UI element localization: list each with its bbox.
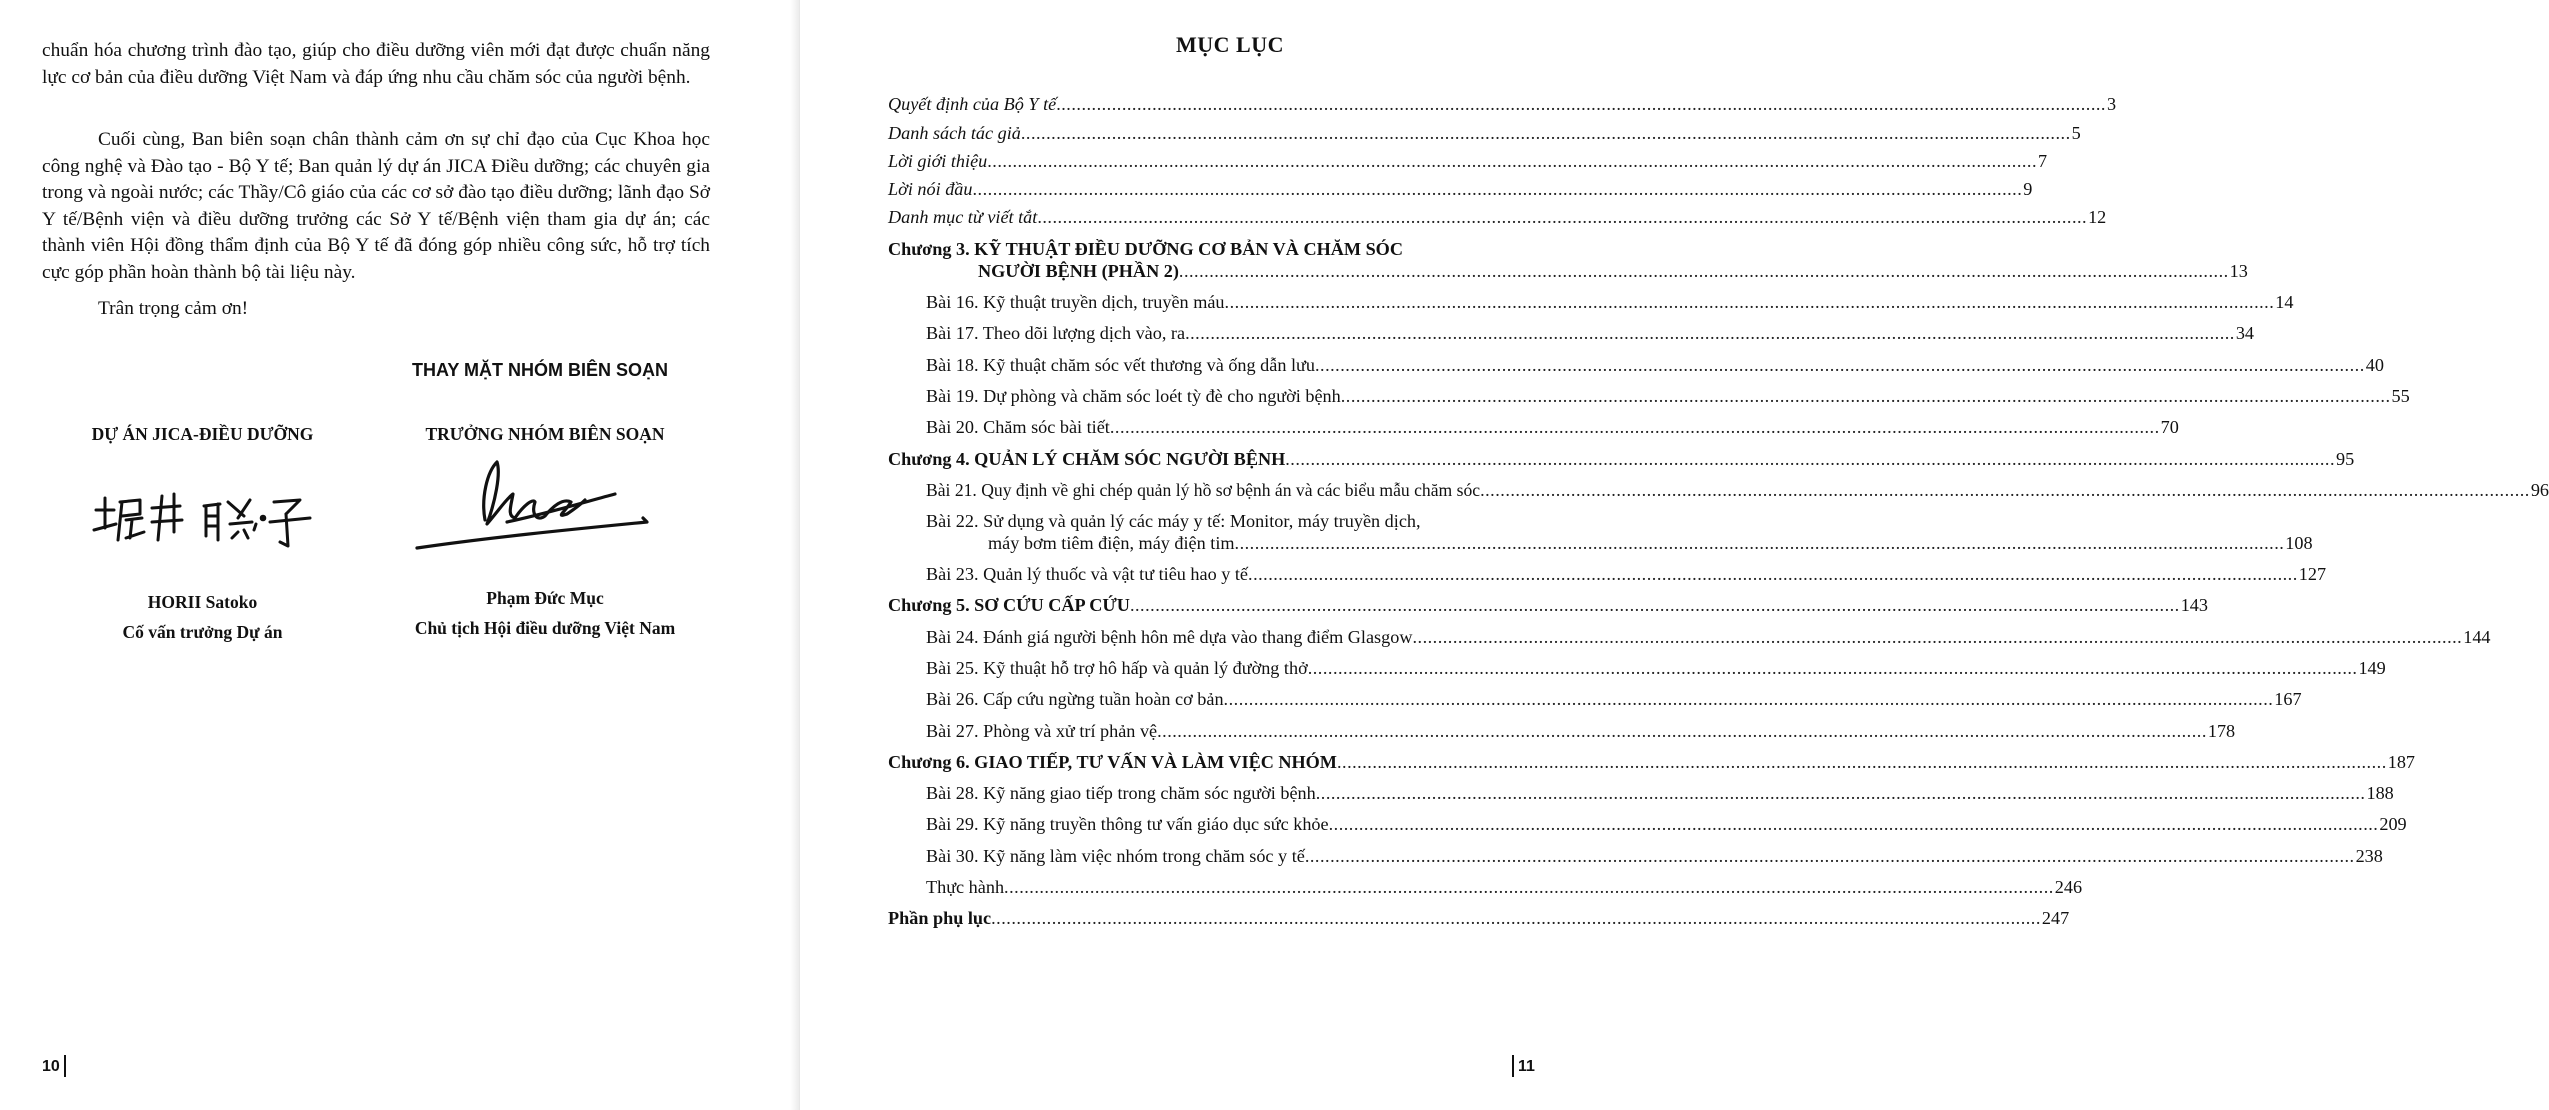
toc-entry-page: 167: [2274, 689, 2302, 709]
toc-title: MỤC LỤC: [1176, 32, 1284, 57]
toc-lesson-entry[interactable]: [926, 479, 2549, 501]
toc-lesson-entry[interactable]: [926, 657, 2386, 679]
toc-entry-page: 40: [2365, 355, 2384, 375]
toc-entry-page: 9: [2023, 179, 2033, 199]
page-number-left-text: 10: [42, 1058, 60, 1075]
toc-entry-page: 13: [2229, 261, 2248, 281]
toc-leader: [1305, 845, 2355, 867]
toc-leader: [1130, 594, 2180, 616]
toc-lesson-entry[interactable]: [926, 688, 2302, 710]
toc-entry[interactable]: [888, 122, 2081, 144]
toc-entry-label: Danh mục từ viết tắt: [888, 207, 1038, 227]
toc-entry-label: Danh sách tác giả: [888, 123, 1021, 143]
toc-entry[interactable]: [888, 206, 2107, 228]
toc-leader: [1235, 532, 2285, 554]
toc-leader: [1316, 782, 2366, 804]
right-signatory-title: Chủ tịch Hội điều dưỡng Việt Nam: [414, 618, 676, 638]
toc-entry-page: 149: [2358, 658, 2386, 678]
toc-leader: [1285, 448, 2335, 470]
toc-lesson-entry[interactable]: [926, 782, 2394, 804]
toc-lesson-entry[interactable]: [926, 354, 2384, 376]
toc-lesson-entry[interactable]: [926, 813, 2407, 835]
toc-chapter-3-title-line[interactable]: Chương 3. KỸ THUẬT ĐIỀU DƯỠNG CƠ BẢN VÀ CHĂM SÓC: [888, 239, 1403, 259]
closing-line: Trân trọng cảm ơn!: [98, 298, 249, 319]
toc-entry-page: 3: [2106, 94, 2117, 114]
toc-leader: [1225, 291, 2275, 313]
toc-leader: [1056, 93, 2106, 115]
toc-lesson-entry[interactable]: [926, 720, 2236, 742]
toc-leader: [1412, 626, 2462, 648]
toc-entry-page: 246: [2054, 877, 2083, 897]
toc-entry-label: Lời giới thiệu: [888, 151, 988, 171]
toc-entry-page: 14: [2275, 292, 2294, 312]
toc-chapter-entry[interactable]: [888, 751, 2416, 773]
left-signatory-name: HORII Satoko: [147, 592, 258, 612]
toc-leader: [1157, 720, 2207, 742]
toc-chapter-entry[interactable]: [888, 594, 2208, 616]
handwritten-signature-horii: [88, 480, 318, 555]
toc-chapter-entry[interactable]: [978, 260, 2248, 282]
left-page: [0, 0, 800, 1110]
toc-lesson-entry[interactable]: [926, 385, 2410, 407]
toc-entry-page: 209: [2379, 814, 2407, 834]
toc-entry-label: Quyết định của Bộ Y tế: [888, 94, 1057, 114]
toc-entry[interactable]: [888, 93, 2117, 115]
right-signatory-name: Phạm Đức Mục: [486, 588, 604, 608]
toc-entry-page: 108: [2285, 533, 2313, 553]
toc-lesson-entry[interactable]: [926, 291, 2294, 313]
toc-entry-label: Bài 30. Kỹ năng làm việc nhóm trong chăm sóc y tế: [926, 846, 1305, 866]
on-behalf-heading: THAY MẶT NHÓM BIÊN SOẠN: [411, 360, 669, 380]
toc-entry-label: Chương 5. SƠ CỨU CẤP CỨU: [888, 595, 1130, 615]
toc-entry-label: Bài 21. Quy định về ghi chép quản lý hồ sơ bệnh án và các biểu mẫu chăm sóc: [926, 480, 1481, 500]
toc-entry-label: Bài 24. Đánh giá người bệnh hôn mê dựa vào thang điểm Glasgow: [926, 627, 1413, 647]
toc-entry-page: 127: [2298, 564, 2327, 584]
toc-entry-page: 247: [2041, 908, 2070, 928]
toc-entry-page: 34: [2235, 323, 2255, 343]
toc-entry-label: Lời nói đầu: [888, 179, 973, 199]
toc-entry-page: 143: [2180, 595, 2208, 615]
toc-leader: [1308, 657, 2358, 679]
toc-entry-page: 5: [2071, 123, 2081, 143]
toc-lesson-entry[interactable]: [926, 563, 2327, 585]
toc-leader: [1248, 563, 2298, 585]
toc-leader: [1341, 385, 2391, 407]
left-signatory-heading: DỰ ÁN JICA-ĐIỀU DƯỠNG: [91, 424, 314, 444]
toc-entry-page: 7: [2038, 151, 2048, 171]
page-number-divider: [1512, 1055, 1514, 1077]
toc-lesson-22-first-line[interactable]: Bài 22. Sử dụng và quản lý các máy y tế: Monitor, máy truyền dịch,: [926, 511, 1421, 531]
toc-entry-page: 187: [2387, 752, 2416, 772]
page-number-right-text: 11: [1518, 1058, 1535, 1075]
toc-entry-page: 96: [2530, 480, 2549, 500]
toc-entry-label: Bài 20. Chăm sóc bài tiết: [926, 417, 1110, 437]
toc-leader: [973, 178, 2023, 200]
toc-entry-label: Bài 23. Quản lý thuốc và vật tư tiêu hao y tế: [926, 564, 1249, 584]
left-signatory-title: Cố vấn trưởng Dự án: [122, 622, 283, 642]
toc-leader: [991, 907, 2041, 929]
paragraph-1: chuẩn hóa chương trình đào tạo, giúp cho điều dưỡng viên mới đạt được chuẩn năng lực cơ bản của điều dưỡng Việt Nam và đáp ứng nhu cầu chăm sóc của người bệnh.: [42, 40, 710, 88]
toc-leader: [1315, 354, 2365, 376]
page-number-right: [1518, 1058, 1535, 1076]
toc-entry-page: 55: [2391, 386, 2410, 406]
toc-entry-label: Bài 27. Phòng và xử trí phản vệ: [926, 721, 1158, 741]
toc-entry-label: Bài 28. Kỹ năng giao tiếp trong chăm sóc người bệnh: [926, 783, 1316, 803]
toc-leader: [1004, 876, 2054, 898]
toc-leader: [1480, 479, 2530, 501]
toc-leader: [987, 150, 2037, 172]
toc-entry-label: Bài 17. Theo dõi lượng dịch vào, ra: [926, 323, 1186, 343]
toc-chapter-entry[interactable]: [888, 907, 2070, 929]
toc-entry-page: 144: [2463, 627, 2491, 647]
toc-lesson-entry[interactable]: [926, 416, 2179, 438]
toc-lesson-entry[interactable]: [926, 626, 2491, 648]
toc-entry-label: Chương 6. GIAO TIẾP, TƯ VẤN VÀ LÀM VIỆC NHÓM: [888, 752, 1337, 772]
toc-entry-label: Bài 16. Kỹ thuật truyền dịch, truyền máu: [926, 292, 1225, 312]
toc-leader: [1185, 322, 2235, 344]
toc-entry-page: 12: [2088, 207, 2107, 227]
toc-entry-label: Thực hành: [926, 877, 1005, 897]
toc-leader: [1179, 260, 2229, 282]
toc-entry-label: máy bơm tiêm điện, máy điện tim: [988, 533, 1235, 553]
toc-leader: [1037, 206, 2087, 228]
toc-entry[interactable]: [888, 150, 2048, 172]
toc-leader: [1224, 688, 2274, 710]
page-number-left: [42, 1058, 60, 1076]
toc-leader: [1110, 416, 2160, 438]
toc-entry[interactable]: [888, 178, 2033, 200]
toc-entry-label: Bài 18. Kỹ thuật chăm sóc vết thương và ống dẫn lưu: [926, 355, 1315, 375]
toc-entry-label: Bài 26. Cấp cứu ngừng tuần hoàn cơ bản: [926, 689, 1224, 709]
right-signatory-heading: TRƯỞNG NHÓM BIÊN SOẠN: [425, 424, 665, 444]
page-number-divider: [64, 1055, 66, 1077]
toc-entry-label: NGƯỜI BỆNH (PHẦN 2): [978, 261, 1179, 281]
toc-entry-page: 95: [2335, 449, 2355, 469]
toc-entry-label: Bài 25. Kỹ thuật hỗ trợ hô hấp và quản lý đường thở: [926, 658, 1308, 678]
toc-chapter-entry[interactable]: [888, 448, 2355, 470]
toc-entry-label: Bài 29. Kỹ năng truyền thông tư vấn giáo dục sức khỏe: [926, 814, 1329, 834]
toc-leader: [1021, 122, 2071, 144]
toc-leader: [1337, 751, 2387, 773]
toc-entry-page: 188: [2366, 783, 2394, 803]
toc-entry-label: Bài 19. Dự phòng và chăm sóc loét tỳ đè cho người bệnh: [926, 386, 1341, 406]
toc-entry-page: 178: [2207, 721, 2236, 741]
toc-entry-page: 238: [2355, 846, 2383, 866]
paragraph-2: Cuối cùng, Ban biên soạn chân thành cảm ơn sự chỉ đạo của Cục Khoa học công nghệ và Đào tạo - Bộ Y tế; Ban quản lý dự án JICA Điều dưỡng; các chuyên gia trong và ngoài nước; các Thầy/Cô giáo của các cơ sở đào tạo điều dưỡng; lãnh đạo Sở Y tế/Bệnh viện và điều dưỡng trưởng các Sở Y tế/Bệnh viện tham gia dự án; các thành viên Hội đồng thẩm định của Bộ Y tế đã đóng góp nhiều công sức, hỗ trợ tích cực góp phần hoàn thành bộ tài liệu này.: [42, 129, 711, 283]
toc-entry-label: Chương 4. QUẢN LÝ CHĂM SÓC NGƯỜI BỆNH: [888, 449, 1286, 469]
toc-leader: [1329, 813, 2379, 835]
toc-lesson-entry[interactable]: [926, 322, 2255, 344]
toc-entry-page: 70: [2160, 417, 2179, 437]
toc-lesson-entry[interactable]: [926, 845, 2383, 867]
handwritten-signature-muc: [415, 458, 675, 568]
toc-lesson-entry[interactable]: [988, 532, 2313, 554]
toc-lesson-entry[interactable]: [926, 876, 2083, 898]
toc-entry-label: Phần phụ lục: [888, 908, 992, 928]
